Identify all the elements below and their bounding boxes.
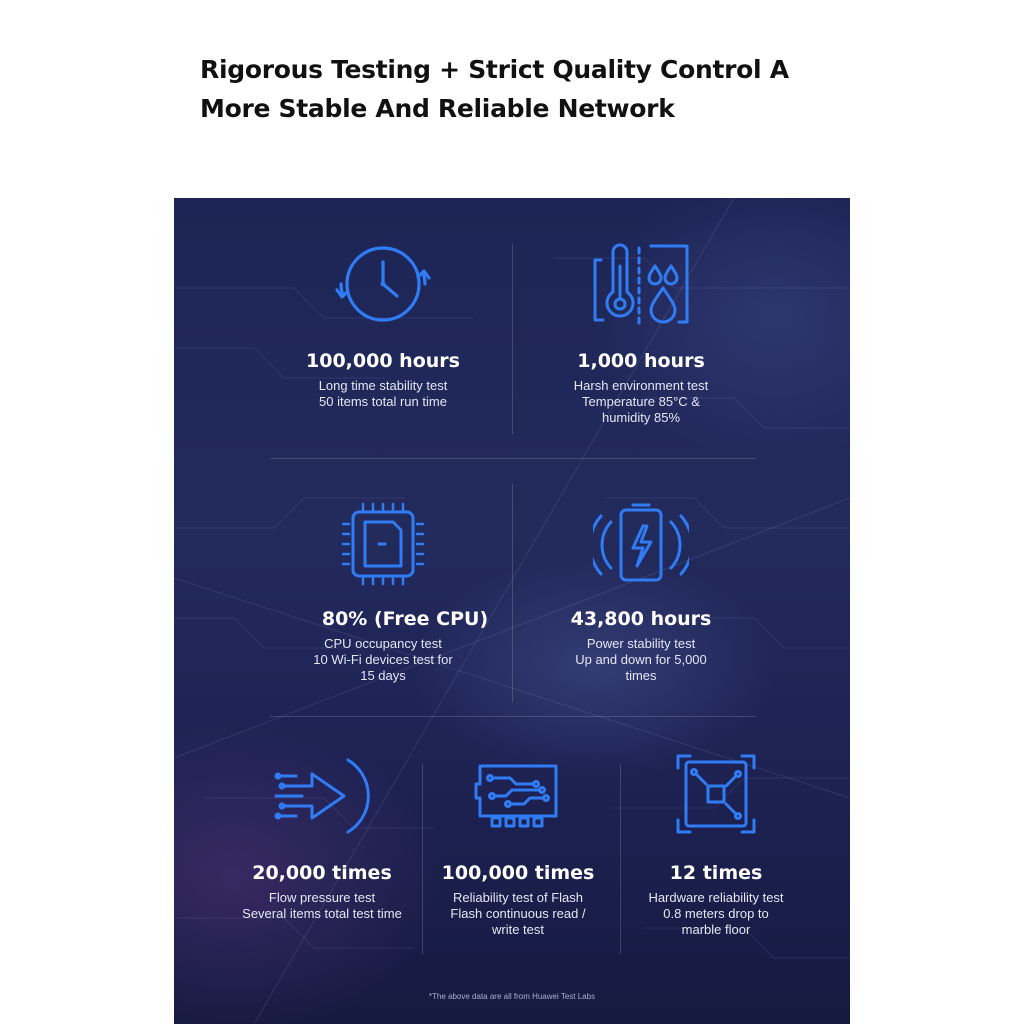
description-line: 15 days: [360, 668, 406, 683]
description-line: Several items total test time: [242, 906, 402, 921]
description-line: write test: [491, 922, 544, 937]
test-description: [258, 378, 508, 410]
test-hardware-reliability: [614, 752, 818, 938]
description-line: humidity 85%: [601, 410, 681, 425]
title-line-1: Rigorous Testing + Strict Quality Control A: [200, 55, 789, 84]
description-line: Flash continuous read /: [450, 906, 586, 921]
description-line: 10 Wi-Fi devices test for: [313, 652, 453, 667]
description-line: Up and down for 5,000: [575, 652, 707, 667]
test-power-stability: [516, 502, 766, 684]
test-value: 43,800 hours: [570, 608, 712, 630]
flash-memory-card-icon: [470, 752, 566, 838]
test-description: [516, 378, 766, 426]
test-flash-reliability: [402, 752, 634, 938]
horizontal-divider-2: [270, 716, 756, 717]
vertical-divider-row1: [512, 244, 513, 434]
description-line: Hardware reliability test: [648, 890, 784, 905]
description-line: Long time stability test: [318, 378, 448, 393]
test-value: 12 times: [669, 862, 763, 884]
flow-arrow-icon: [274, 752, 370, 838]
source-footnote: *The above data are all from Huawei Test Labs: [428, 992, 596, 1001]
test-harsh-environment: [516, 242, 766, 426]
description-line: Harsh environment test: [573, 378, 709, 393]
description-line: times: [625, 668, 657, 683]
test-cpu-occupancy: [258, 502, 508, 684]
description-line: Reliability test of Flash: [452, 890, 584, 905]
description-line: 0.8 meters drop to: [663, 906, 769, 921]
title-line-2: More Stable And Reliable Network: [200, 94, 675, 123]
thermometer-droplets-icon: [593, 242, 689, 328]
description-line: Flow pressure test: [268, 890, 376, 905]
test-description: [258, 636, 508, 684]
horizontal-divider-1: [270, 458, 756, 459]
testing-infographic-panel: [174, 198, 850, 1024]
vertical-divider-row2: [512, 484, 513, 702]
test-description: [516, 636, 766, 684]
description-line: 50 items total run time: [319, 394, 447, 409]
description-line: Power stability test: [586, 636, 696, 651]
battery-charge-icon: [593, 502, 689, 588]
test-value: 1,000 hours: [577, 350, 705, 372]
hardware-board-icon: [668, 752, 764, 838]
test-value: 100,000 times: [441, 862, 595, 884]
test-description: [614, 890, 818, 938]
test-value: 20,000 times: [252, 862, 392, 884]
test-value: 100,000 hours: [306, 350, 460, 372]
description-line: marble floor: [681, 922, 751, 937]
test-long-time-stability: [258, 242, 508, 410]
test-value: 80% (Free CPU): [321, 608, 489, 630]
cpu-chip-icon: [335, 502, 431, 588]
test-description: [402, 890, 634, 938]
page-title: [200, 50, 840, 128]
description-line: Temperature 85°C &: [582, 394, 700, 409]
clock-cycle-icon: [335, 242, 431, 328]
description-line: CPU occupancy test: [324, 636, 442, 651]
